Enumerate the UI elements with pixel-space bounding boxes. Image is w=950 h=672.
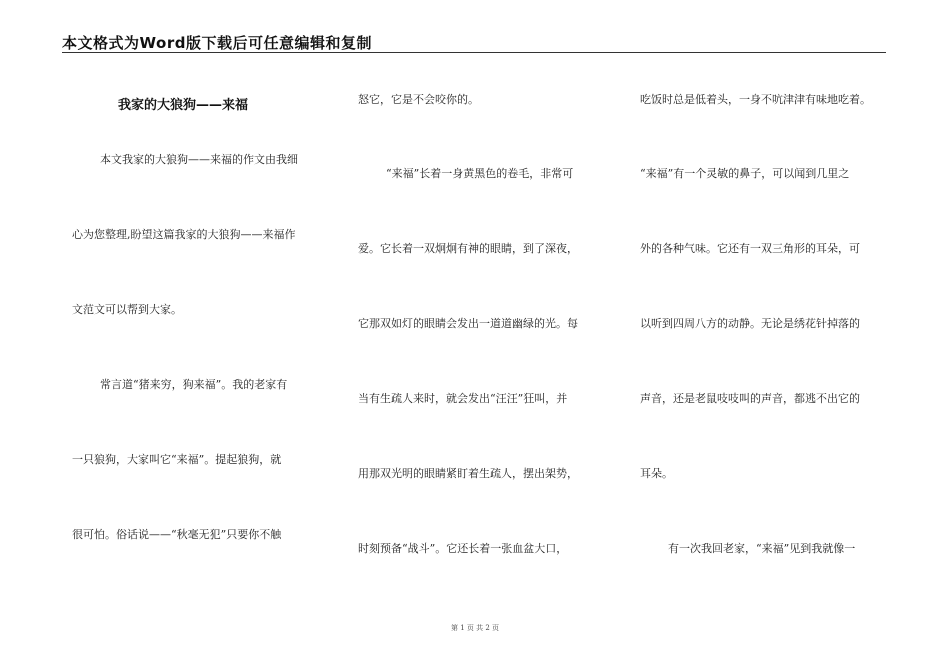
text-line: “来福”有一个灵敏的鼻子，可以闻到几里之 [640,167,850,180]
header-text: 本文格式为Word版下载后可任意编辑和复制 [62,34,372,52]
text-line: 时刻预备“战斗”。它还长着一张血盆大口， [358,542,568,555]
text-line: 声音，还是老鼠吱吱叫的声音，都逃不出它的 [640,392,860,405]
text-line: 一只狼狗，大家叫它“来福”。提起狼狗，就 [72,453,282,466]
text-line: 文范文可以帮到大家。 [72,303,182,316]
text-line: 以听到四周八方的动静。无论是绣花针掉落的 [640,317,860,330]
page-number: 第 1 页 共 2 页 [450,624,500,632]
text-line: 常言道“猪来穷，狗来福”。我的老家有 [100,378,288,391]
text-line: 它那双如灯的眼睛会发出一道道幽绿的光。每 [358,317,578,330]
article-title: 我家的大狼狗——来福 [118,98,249,113]
text-line: 吃饭时总是低着头，一身不吭津津有味地吃着。 [640,93,871,106]
text-line: 当有生疏人来时，就会发出“汪汪”狂叫，并 [358,392,568,405]
text-line: 怒它，它是不会咬你的。 [358,93,479,106]
text-line: 外的各种气味。它还有一双三角形的耳朵，可 [640,242,860,255]
text-line: 本文我家的大狼狗——来福的作文由我细 [100,153,298,166]
page-header [62,30,886,53]
text-line: 爱。它长着一双炯炯有神的眼睛，到了深夜， [358,242,578,255]
text-line: 很可怕。俗话说——“秋毫无犯”只要你不触 [72,528,282,541]
text-line: 心为您整理,盼望这篇我家的大狼狗——来福作 [72,228,296,241]
text-line: “来福”长着一身黄黑色的卷毛，非常可 [386,167,574,180]
column-2 [358,60,618,620]
text-line: 耳朵。 [640,467,673,480]
column-3 [640,60,900,620]
text-line: 用那双光明的眼睛紧盯着生疏人，摆出架势， [358,467,578,480]
column-1 [72,60,332,620]
text-line: 有一次我回老家，“来福”见到我就像一 [668,542,856,555]
